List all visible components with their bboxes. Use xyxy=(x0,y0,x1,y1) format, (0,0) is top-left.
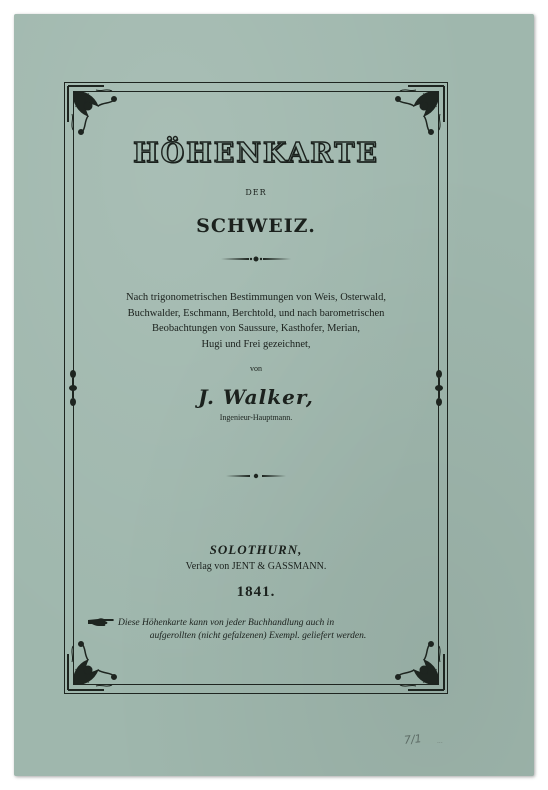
author-role: Ingenieur-Hauptmann. xyxy=(219,413,293,422)
corner-ornament-top-left-icon xyxy=(64,82,126,144)
footnote-line-1: Diese Höhenkarte kann von jeder Buchhandlung auch in xyxy=(118,618,335,628)
description-block xyxy=(80,290,432,352)
side-ornament-right-icon xyxy=(433,368,445,408)
pointing-hand-icon xyxy=(88,617,114,627)
publisher-line: Verlag von JENT & GASSMANN. xyxy=(185,561,327,572)
description-line: Hugi und Frei gezeichnet, xyxy=(201,338,311,350)
document-title: HÖHENKARTE xyxy=(133,138,379,169)
footnote-line-2: aufgerollten (nicht gefalzenen) Exempl. geliefert werden. xyxy=(149,631,367,641)
footnote xyxy=(88,617,428,643)
decorative-rule-top-icon xyxy=(221,255,291,263)
title-connector: DER xyxy=(245,188,267,197)
pencil-annotation-small: ... xyxy=(437,738,443,745)
publication-year: 1841. xyxy=(236,584,276,600)
corner-ornament-top-right-icon xyxy=(386,82,448,144)
publication-city: SOLOTHURN, xyxy=(209,542,303,557)
decorative-rule-middle-icon xyxy=(226,472,286,480)
side-ornament-left-icon xyxy=(67,368,79,408)
pencil-annotation: 7/1 xyxy=(403,732,423,747)
description-line: Nach trigonometrischen Bestimmungen von Weis, Osterwald, xyxy=(126,292,386,303)
description-line: Buchwalder, Eschmann, Berchtold, und nach barometrischen xyxy=(127,307,385,319)
von-label: von xyxy=(250,364,262,373)
author-name: J. Walker, xyxy=(198,385,314,409)
document-subtitle: SCHWEIZ. xyxy=(196,215,316,237)
description-line: Beobachtungen von Saussure, Kasthofer, Merian, xyxy=(151,323,361,334)
